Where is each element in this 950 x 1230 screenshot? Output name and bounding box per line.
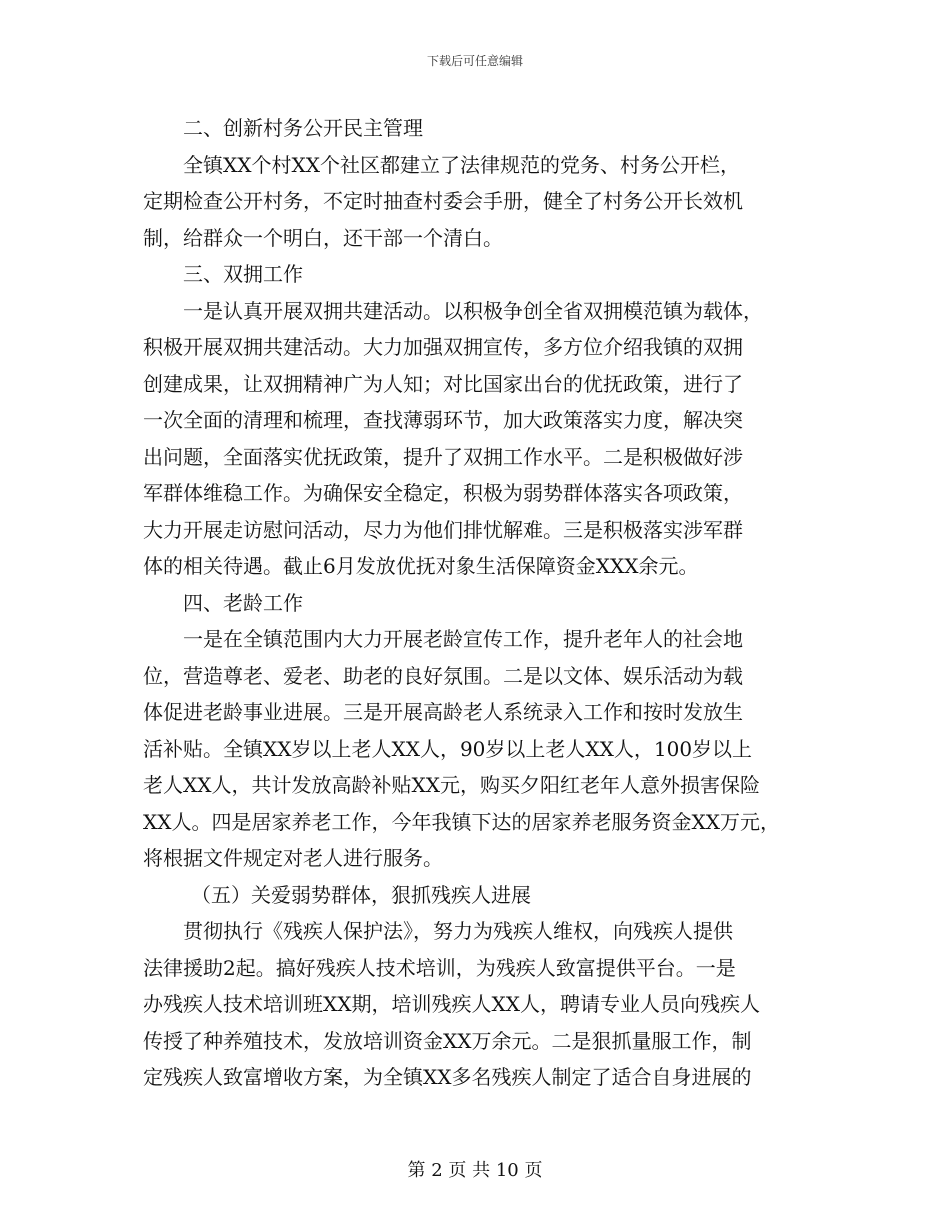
paragraph-line: 体促进老龄事业进展。三是开展高龄老人系统录入工作和按时发放生 (143, 700, 743, 724)
section-heading: 三、双拥工作 (183, 262, 303, 286)
paragraph-line: XX人。四是居家养老工作，今年我镇下达的居家养老服务资金XX万元， (143, 809, 780, 834)
paragraph-line: 将根据文件规定对老人进行服务。 (143, 846, 443, 870)
page-number-footer: 第 2 页 共 10 页 (407, 1160, 543, 1181)
paragraph-line: 一是认真开展双拥共建活动。以积极争创全省双拥模范镇为载体， (183, 298, 763, 323)
paragraph-line: 创建成果，让双拥精神广为人知；对比国家出台的优抚政策，进行了 (143, 371, 743, 396)
paragraph-line: 制，给群众一个明白，还干部一个清白。 (143, 225, 503, 250)
paragraph-line: 军群体维稳工作。为确保安全稳定，积极为弱势群体落实各项政策， (143, 481, 743, 505)
paragraph-line: 传授了种养殖技术，发放培训资金XX万余元。二是狠抓量服工作，制 (143, 1028, 752, 1053)
document-body (143, 110, 823, 1096)
paragraph-line: 老人XX人，共计发放高龄补贴XX元，购买夕阳红老年人意外损害保险 (143, 773, 760, 797)
paragraph-line: 活补贴。全镇XX岁以上老人XX人，90岁以上老人XX人，100岁以上 (143, 736, 753, 761)
section-heading: （五）关爱弱势群体，狠抓残疾人进展 (191, 882, 531, 907)
paragraph-line: 大力开展走访慰问活动，尽力为他们排忧解难。三是积极落实涉军群 (143, 517, 743, 542)
paragraph-line: 积极开展双拥共建活动。大力加强双拥宣传，多方位介绍我镇的双拥 (143, 335, 743, 359)
paragraph-line: 一次全面的清理和梳理，查找薄弱环节，加大政策落实力度，解决突 (143, 408, 743, 432)
paragraph-line: 定期检查公开村务，不定时抽查村委会手册，健全了村务公开长效机 (143, 189, 743, 213)
section-heading: 二、创新村务公开民主管理 (183, 116, 423, 140)
paragraph-line: 法律援助2起。搞好残疾人技术培训，为残疾人致富提供平台。一是 (143, 955, 736, 980)
paragraph-line: 位，营造尊老、爱老、助老的良好氛围。二是以文体、娱乐活动为载 (143, 663, 743, 688)
paragraph-line: 出问题，全面落实优抚政策，提升了双拥工作水平。二是积极做好涉 (143, 444, 743, 469)
paragraph-line: 办残疾人技术培训班XX期，培训残疾人XX人，聘请专业人员向残疾人 (143, 992, 760, 1016)
paragraph-line: 定残疾人致富增收方案，为全镇XX多名残疾人制定了适合自身进展的 (143, 1065, 752, 1089)
paragraph-line: 贯彻执行《残疾人保护法》，努力为残疾人维权，向残疾人提供 (183, 919, 733, 943)
paragraph-line: 体的相关待遇。截止6月发放优抚对象生活保障资金XXX余元。 (143, 554, 699, 578)
paragraph-line: 全镇XX个村XX个社区都建立了法律规范的党务、村务公开栏， (183, 152, 740, 177)
section-heading: 四、老龄工作 (183, 590, 303, 615)
paragraph-line: 一是在全镇范围内大力开展老龄宣传工作，提升老年人的社会地 (183, 627, 743, 651)
page-header: 下载后可任意编辑 (426, 54, 523, 68)
